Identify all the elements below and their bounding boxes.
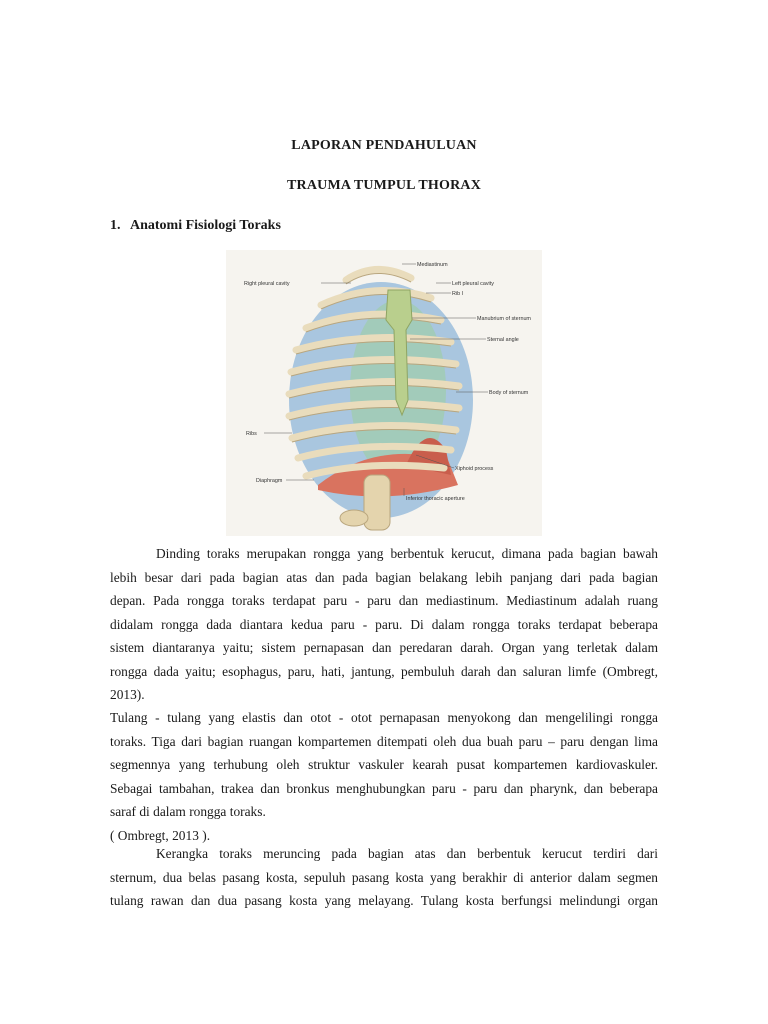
paragraph-line: sternum, dua belas pasang kosta, sepuluh pasang kosta yang berakhir di anterior dalam segmen: [110, 869, 658, 885]
paragraph-line: ( Ombregt, 2013 ).: [110, 827, 211, 843]
label-manubrium: Manubrium of sternum: [477, 316, 531, 322]
label-diaphragm: Diaphragm: [256, 478, 283, 484]
rib-cage-illustration: [226, 250, 542, 536]
label-inferior-thoracic-aperture: Inferior thoracic aperture: [406, 496, 465, 502]
paragraph-line: tulang rawan dan dua pasang kosta yang melayang. Tulang kosta berfungsi melindungi organ: [110, 893, 658, 908]
section-title: Anatomi Fisiologi Toraks: [130, 218, 281, 233]
vertebra-shape: [340, 510, 368, 526]
label-right-pleural-cavity: Right pleural cavity: [244, 281, 290, 287]
paragraph-line: segmennya yang terhubung oleh struktur vaskuler kearah pusat kompartemen kardiovaskuler.: [110, 757, 658, 772]
label-sternal-angle: Sternal angle: [487, 337, 519, 343]
paragraph-line: Sebagai tambahan, trakea dan bronkus menghubungkan paru - paru dan pharynk, dan beberapa: [110, 780, 658, 796]
paragraph-3: [110, 842, 658, 913]
section-number: 1.: [110, 218, 121, 233]
paragraph-line: 2013).: [110, 687, 145, 702]
paragraph-2: [110, 706, 658, 847]
paragraph-line: rongga dada yaitu; esophagus, paru, hati, jantung, pembuluh darah dan saluran limfe (Ombregt,: [110, 663, 658, 679]
paragraph-line: Dinding toraks merupakan rongga yang berbentuk kerucut, dimana pada bagian bawah: [156, 546, 658, 561]
label-xiphoid-process: Xiphoid process: [455, 466, 494, 472]
document-title: LAPORAN PENDAHULUAN: [291, 138, 477, 153]
label-ribs: Ribs: [246, 431, 257, 437]
paragraph-line: lebih besar dari pada bagian atas dan pada bagian belakang lebih panjang dari pada bagian: [110, 569, 658, 585]
paragraph-line: sistem diantaranya yaitu; sistem pernapasan dan peredaran darah. Organ yang terletak dalam: [110, 640, 658, 655]
section-heading: [110, 218, 281, 234]
label-left-pleural-cavity: Left pleural cavity: [452, 281, 494, 287]
paragraph-line: toraks. Tiga dari bagian ruangan kompartemen ditempati oleh dua buah paru – paru dengan lima: [110, 733, 658, 749]
paragraph-1: [110, 542, 658, 707]
label-body-of-sternum: Body of sternum: [489, 390, 529, 396]
paragraph-line: Kerangka toraks meruncing pada bagian atas dan berbentuk kerucut terdiri dari: [156, 846, 658, 861]
paragraph-line: saraf di dalam rongga toraks.: [110, 804, 266, 819]
document-subtitle: TRAUMA TUMPUL THORAX: [286, 178, 482, 193]
paragraph-line: depan. Pada rongga toraks terdapat paru - paru dan mediastinum. Mediastinum adalah ruang: [110, 593, 658, 608]
label-mediastinum: Mediastinum: [417, 262, 448, 268]
label-rib-i: Rib I: [452, 291, 464, 297]
thorax-anatomy-figure: [226, 250, 542, 536]
paragraph-line: Tulang - tulang yang elastis dan otot - otot pernapasan menyokong dan mengelilingi rongga: [110, 710, 658, 725]
spine-shape: [364, 475, 390, 530]
paragraph-line: didalam rongga dada diantara kedua paru - paru. Di dalam rongga toraks terdapat beberapa: [110, 616, 658, 632]
